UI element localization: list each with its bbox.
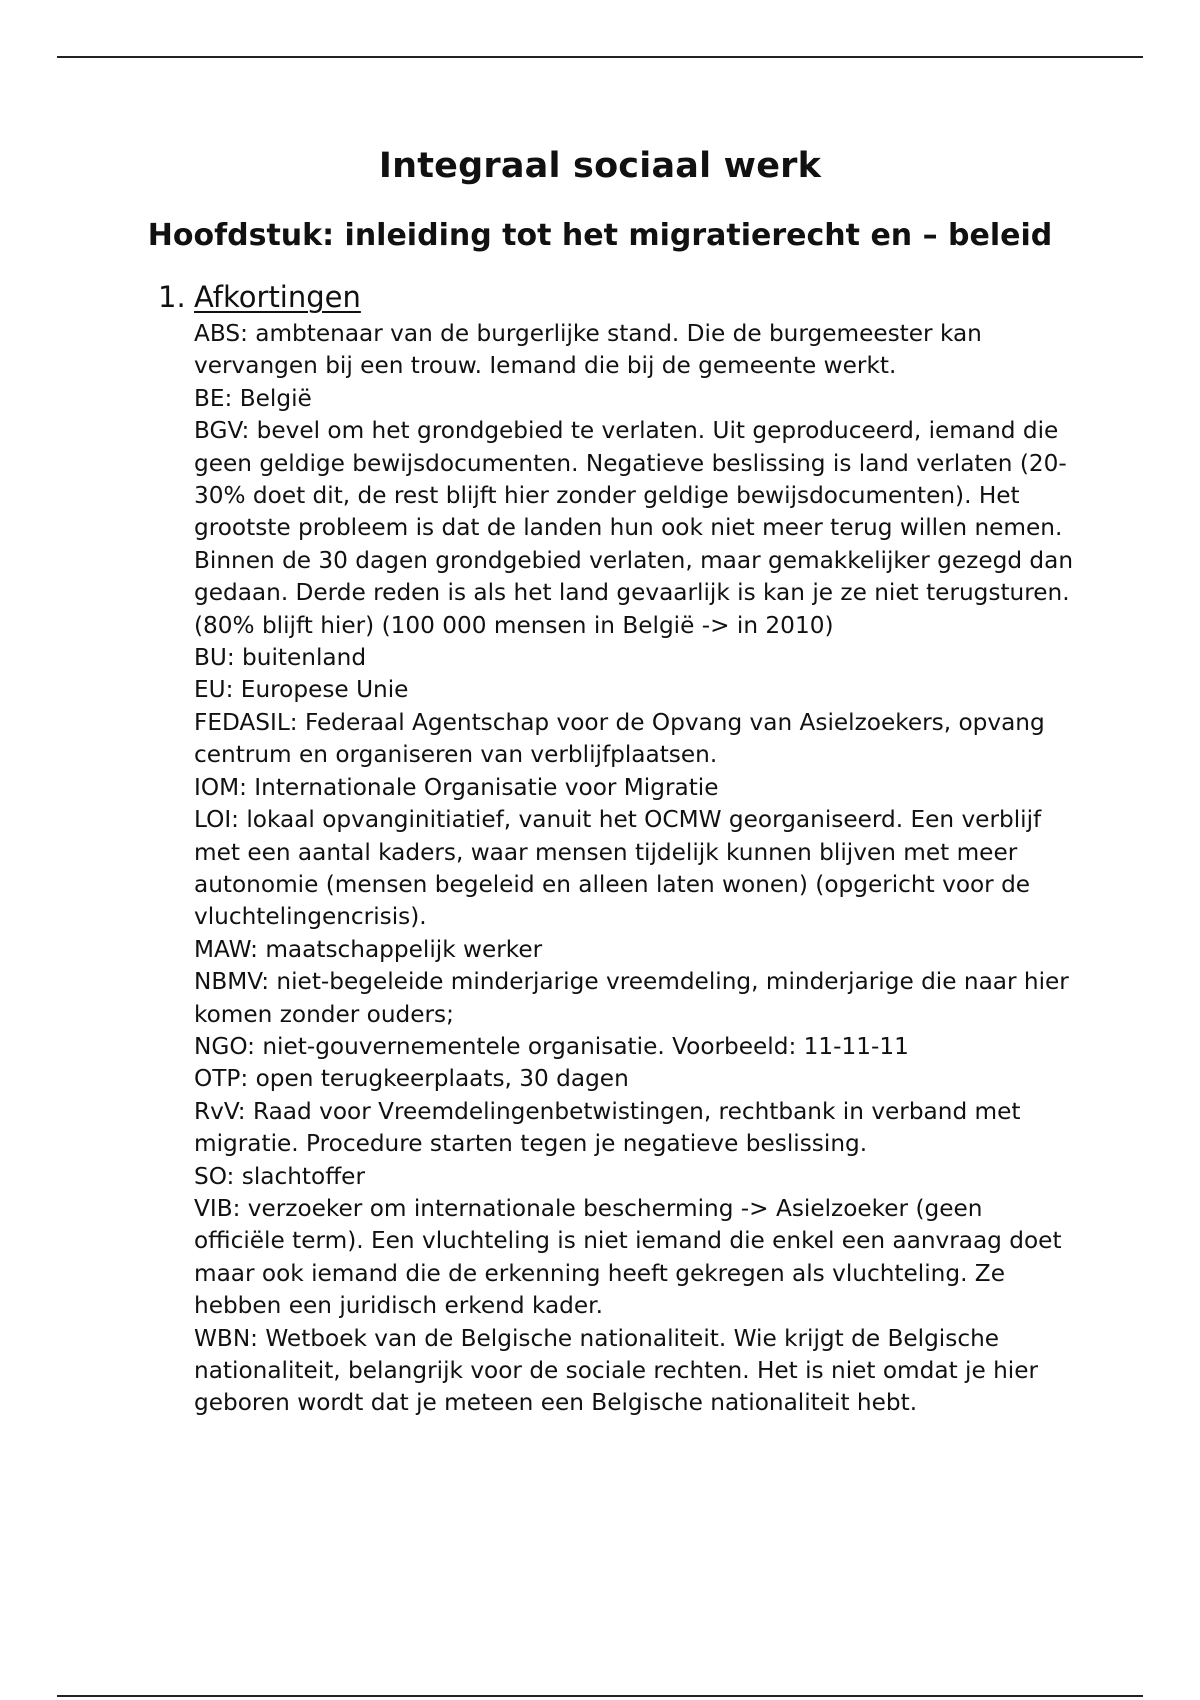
abbreviation-entry: SO: slachtoffer xyxy=(194,1162,365,1190)
chapter-subtitle: Hoofdstuk: inleiding tot het migratierecht en – beleid xyxy=(147,218,1053,253)
abbreviation-list xyxy=(194,318,1074,1420)
section-heading xyxy=(158,280,361,314)
abbreviation-entry: WBN: Wetboek van de Belgische nationaliteit. Wie krijgt de Belgische nationaliteit, belangrijk voor de sociale rechten. Het is niet omdat je hier geboren wordt dat je meteen een Belgische nationaliteit hebt. xyxy=(194,1324,1039,1417)
abbreviation-entry: ABS: ambtenaar van de burgerlijke stand. Die de burgemeester kan vervangen bij een trouw. Iemand die bij de gemeente werkt. xyxy=(194,320,982,380)
abbreviation-entry: RvV: Raad voor Vreemdelingenbetwistingen, rechtbank in verband met migratie. Procedure starten tegen je negatieve beslissing. xyxy=(194,1097,1021,1158)
abbreviation-entry: NGO: niet-gouvernementele organisatie. Voorbeeld: 11-11-11 xyxy=(194,1032,909,1060)
abbreviation-entry: EU: Europese Unie xyxy=(194,676,409,704)
document-title: Integraal sociaal werk xyxy=(378,146,822,186)
abbreviation-entry: LOI: lokaal opvanginitiatief, vanuit het OCMW georganiseerd. Een verblijf met een aantal kaders, waar mensen tijdelijk kunnen blijven met meer autonomie (mensen begeleid en alleen laten wonen) (opgericht voor de vluchtelingencrisis). xyxy=(194,806,1042,931)
abbreviation-entry: VIB: verzoeker om internationale bescherming -> Asielzoeker (geen officiële term). Een vluchteling is niet iemand die enkel een aanvraag doet maar ook iemand die de erkenning heeft gekregen als vluchteling. Ze hebben een juridisch erkend kader. xyxy=(194,1194,1062,1320)
abbreviation-entry: FEDASIL: Federaal Agentschap voor de Opvang van Asielzoekers, opvang centrum en organiseren van verblijfplaatsen. xyxy=(194,708,1045,769)
abbreviation-entry: BGV: bevel om het grondgebied te verlaten. Uit geproduceerd, iemand die geen geldige bewijsdocumenten. Negatieve beslissing is land verlaten (20-30% doet dit, de rest blijft hier zonder geldige bewijsdocumenten). Het grootste probleem is dat de landen hun ook niet meer terug willen nemen. Binnen de 30 dagen grondgebied verlaten, maar gemakkelijker gezegd dan gedaan. Derde reden is als het land gevaarlijk is kan je ze niet terugsturen. (80% blijft hier) (100 000 mensen in België -> in 2010) xyxy=(194,417,1074,639)
abbreviation-entry: OTP: open terugkeerplaats, 30 dagen xyxy=(194,1065,629,1093)
abbreviation-entry: MAW: maatschappelijk werker xyxy=(194,935,543,963)
page-top-rule xyxy=(57,56,1143,58)
section-title: Afkortingen xyxy=(194,280,361,314)
abbreviation-entry: IOM: Internationale Organisatie voor Migratie xyxy=(194,773,719,801)
page-bottom-rule xyxy=(57,1695,1143,1697)
abbreviation-entry: NBMV: niet-begeleide minderjarige vreemdeling, minderjarige die naar hier komen zonder ouders; xyxy=(194,968,1069,1028)
section-number: 1. xyxy=(158,280,186,314)
abbreviation-entry: BU: buitenland xyxy=(194,644,367,672)
abbreviation-entry: BE: België xyxy=(194,384,312,412)
